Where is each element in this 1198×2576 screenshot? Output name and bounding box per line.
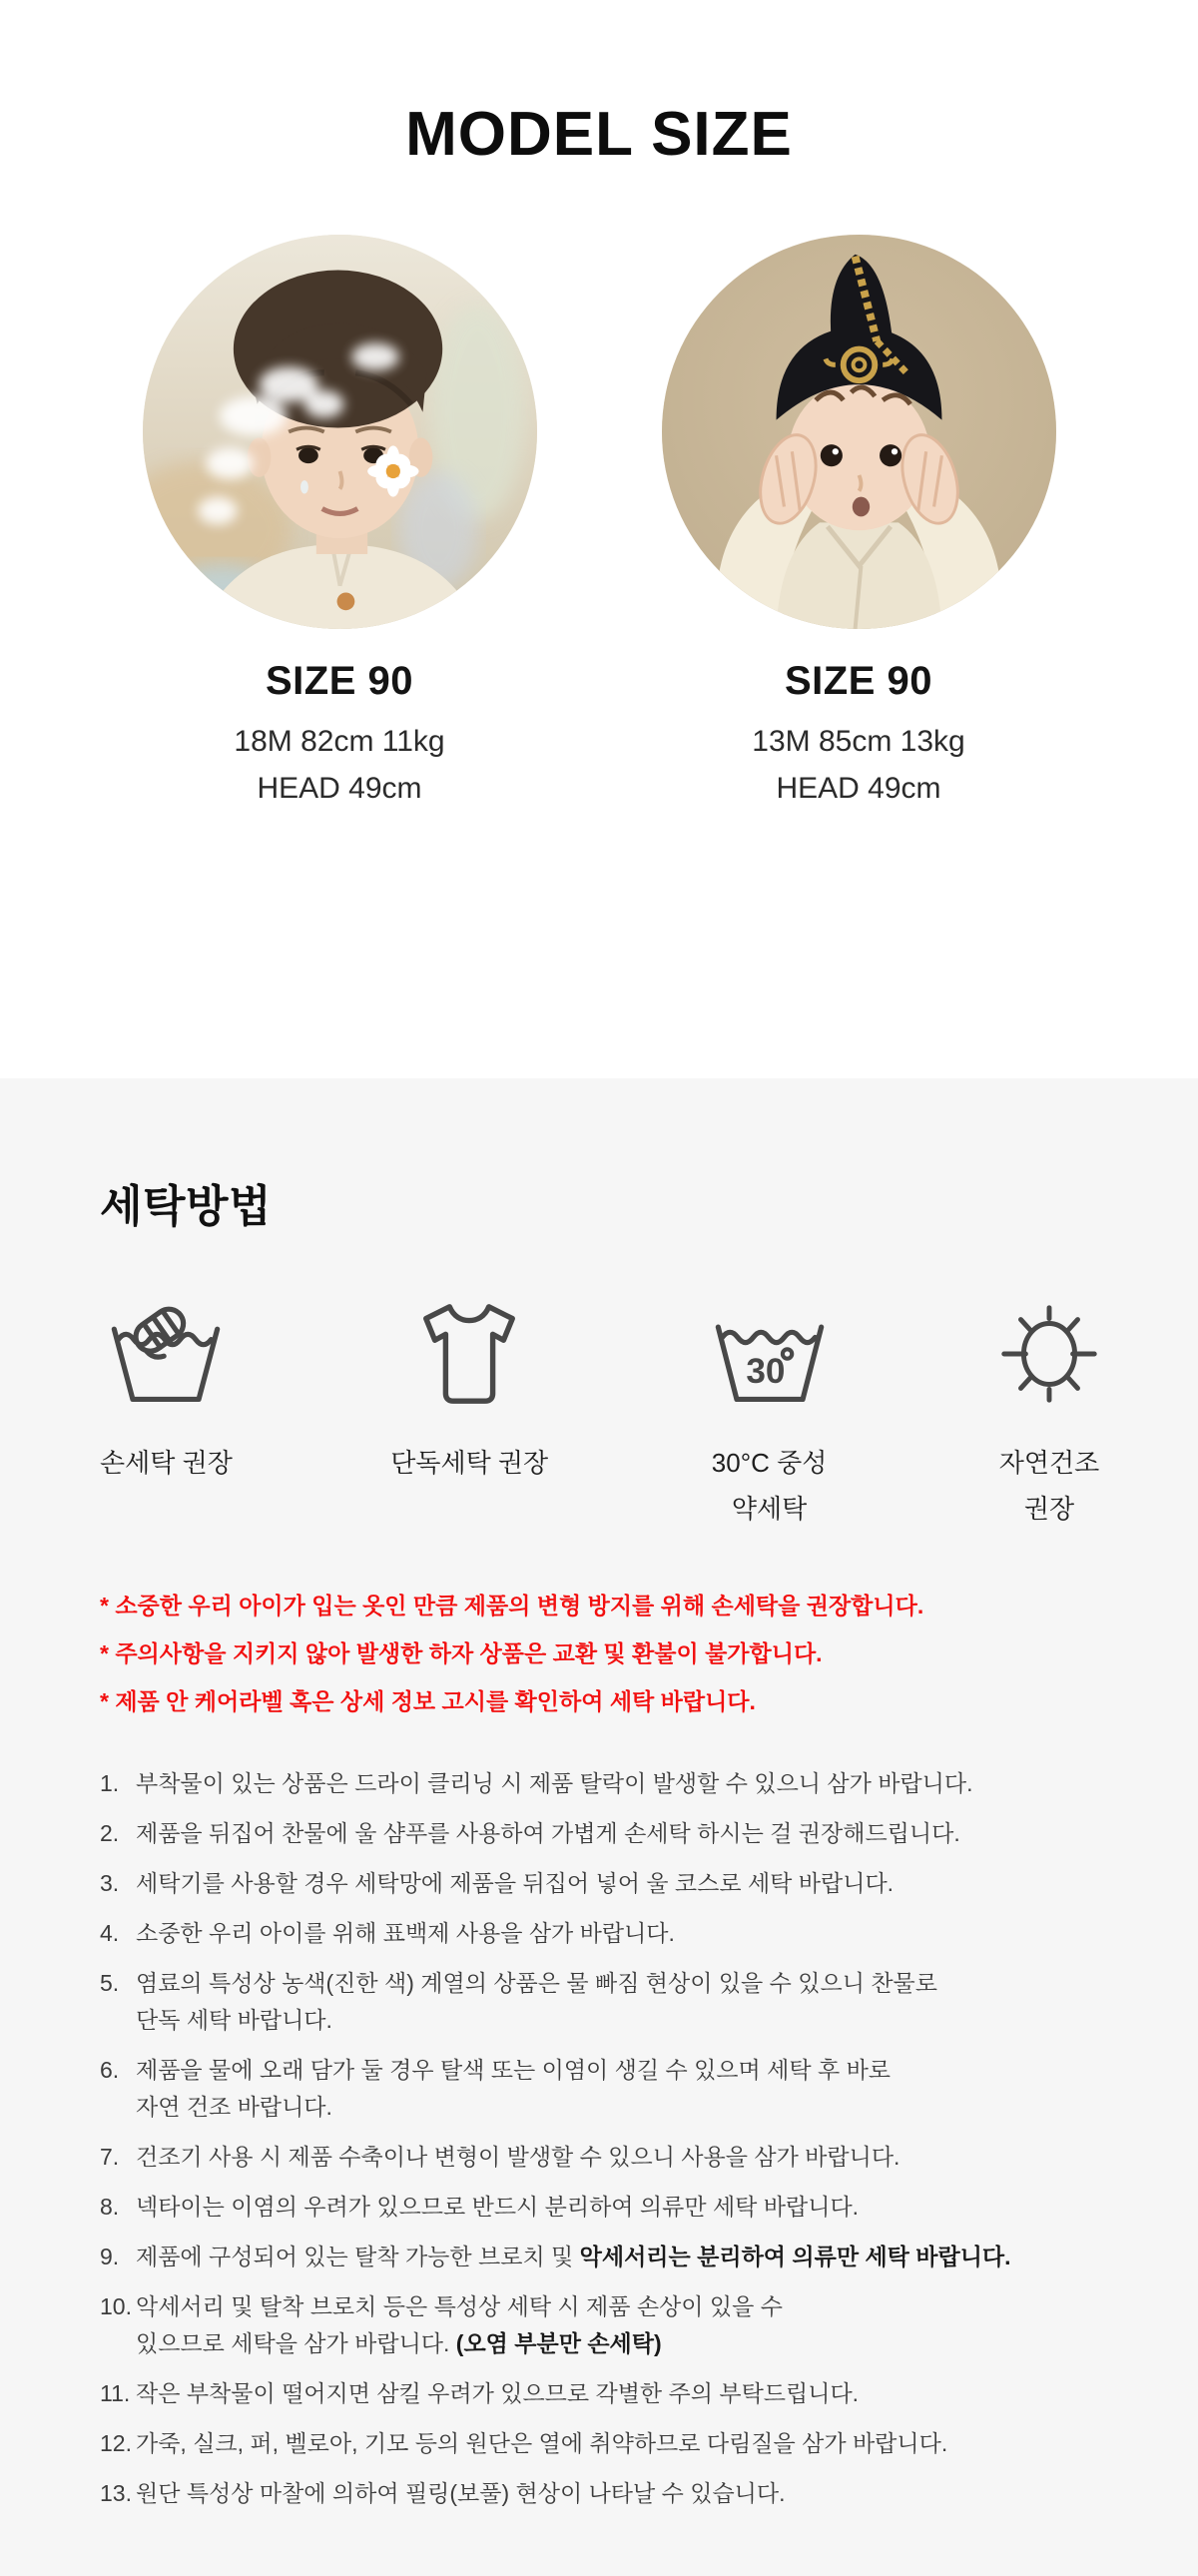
- wash-icon-col-30c: [707, 1292, 833, 1532]
- wash-icons-row: [100, 1292, 1148, 1532]
- warning-line: * 주의사항을 지키지 않아 발생한 하자 상품은 교환 및 환불이 불가합니다.: [100, 1640, 823, 1666]
- care-list-item: 12. 가죽, 실크, 퍼, 벨로아, 기모 등의 원단은 열에 취약하므로 다림질을 삼가 바랍니다.: [100, 2430, 948, 2456]
- wash-icon-label: 30°C 중성 약세탁: [711, 1448, 828, 1524]
- wash-icon-col-tshirt: [390, 1292, 548, 1486]
- care-list-item: 11. 작은 부착물이 떨어지면 삼킬 우려가 있으므로 각별한 주의 부탁드립니다.: [100, 2380, 860, 2406]
- care-list-item: 2. 제품을 뒤집어 찬물에 울 샴푸를 사용하여 가볍게 손세탁 하시는 걸 권장해드립니다.: [100, 1820, 960, 1846]
- care-list-item: 1. 부착물이 있는 상품은 드라이 클리닝 시 제품 탈락이 발생할 수 있으니 삼가 바랍니다.: [100, 1770, 973, 1796]
- wash-icon-label: 손세탁 권장: [100, 1448, 233, 1478]
- warning-line: * 소중한 우리 아이가 입는 옷인 만큼 제품의 변형 방지를 위해 손세탁을 권장합니다.: [100, 1593, 924, 1618]
- care-list-item: 3. 세탁기를 사용할 경우 세탁망에 제품을 뒤집어 넣어 울 코스로 세탁 바랍니다.: [100, 1870, 895, 1896]
- care-list-item: 10. 악세서리 및 탈착 브로치 등은 특성상 세탁 시 제품 손상이 있을 수 있으므로 세탁을 삼가 바랍니다. (오염 부분만 손세탁): [100, 2293, 783, 2356]
- model-size-section: [0, 0, 1198, 1078]
- toddler-portrait-illustration: [143, 235, 537, 629]
- models-row: [0, 235, 1198, 812]
- hand-wash-icon: [100, 1292, 233, 1416]
- care-list-item: 8. 넥타이는 이염의 우려가 있으므로 반드시 분리하여 의류만 세탁 바랍니다.: [100, 2194, 860, 2220]
- care-list-item: 7. 건조기 사용 시 제품 수축이나 변형이 발생할 수 있으니 사용을 삼가 바랍니다.: [100, 2144, 900, 2170]
- warning-line: * 제품 안 케어라벨 혹은 상세 정보 고시를 확인하여 세탁 바랍니다.: [100, 1688, 756, 1714]
- care-list-item: 6. 제품을 물에 오래 담가 둘 경우 탈색 또는 이염이 생길 수 있으며 세탁 후 바로 자연 건조 바랍니다.: [100, 2057, 892, 2120]
- care-list-item: 5. 염료의 특성상 농색(진한 색) 계열의 상품은 물 빠짐 현상이 있을 수 있으니 찬물로 단독 세탁 바랍니다.: [100, 1970, 937, 2033]
- model-head-size: HEAD 49cm: [776, 772, 941, 806]
- model-photo-right: [662, 235, 1056, 629]
- wash-heading: 세탁방법: [100, 1182, 273, 1231]
- care-list-item: 4. 소중한 우리 아이를 위해 표백제 사용을 삼가 바랍니다.: [100, 1920, 675, 1946]
- wash-icon-label: 자연건조 권장: [998, 1448, 1100, 1524]
- model-column-left: [143, 235, 537, 812]
- model-column-right: [662, 235, 1056, 812]
- care-list-item: 13. 원단 특성상 마찰에 의하여 필링(보풀) 현상이 나타날 수 있습니다.: [100, 2480, 786, 2506]
- wash-instructions-section: [0, 1078, 1198, 2576]
- wash-icon-col-sundry: [990, 1292, 1108, 1532]
- size-label: SIZE 90: [784, 659, 932, 704]
- model-head-size: HEAD 49cm: [257, 772, 422, 806]
- wash-warnings: [100, 1582, 1148, 1725]
- wash-icon-label: 단독세탁 권장: [390, 1448, 549, 1478]
- sun-dry-icon: [990, 1292, 1108, 1416]
- size-label: SIZE 90: [265, 659, 413, 704]
- model-spec: 13M 85cm 13kg: [752, 725, 965, 759]
- baby-portrait-illustration: [662, 235, 1056, 629]
- model-spec: 18M 82cm 11kg: [234, 725, 445, 759]
- wash-icon-col-handwash: [100, 1292, 233, 1486]
- model-photo-left: [143, 235, 537, 629]
- tshirt-icon: [390, 1292, 548, 1416]
- svg-text:30: 30: [745, 1351, 785, 1391]
- page-title: MODEL SIZE: [405, 100, 793, 169]
- care-instructions-list: [100, 1765, 1148, 2512]
- care-list-item: 9. 제품에 구성되어 있는 탈착 가능한 브로치 및 악세서리는 분리하여 의류만 세탁 바랍니다.: [100, 2244, 1011, 2269]
- wash-30-icon: [707, 1292, 833, 1416]
